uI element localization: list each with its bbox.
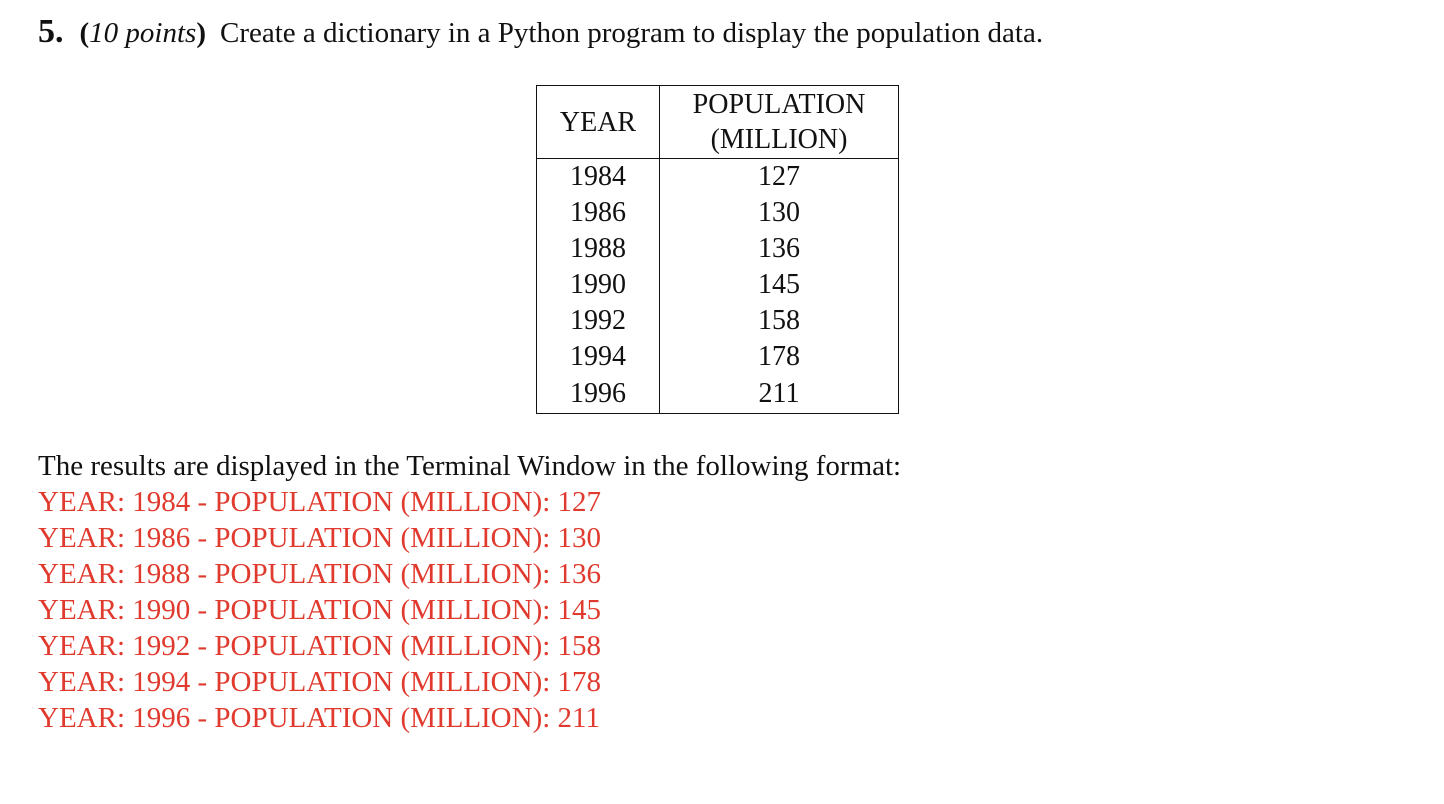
population-cell: 211: [660, 375, 899, 414]
year-header: YEAR: [537, 86, 660, 159]
question-prompt: Create a dictionary in a Python program to display the population data.: [220, 17, 1044, 49]
year-cell: 1986: [537, 195, 660, 231]
population-table: [536, 85, 899, 414]
output-line: YEAR: 1992 - POPULATION (MILLION): 158: [38, 630, 602, 662]
close-paren: ): [196, 17, 206, 49]
population-cell: 130: [660, 195, 899, 231]
population-cell: 136: [660, 231, 899, 267]
population-cell: 127: [660, 159, 899, 196]
output-line: YEAR: 1994 - POPULATION (MILLION): 178: [38, 666, 602, 698]
population-header-line1: POPULATION: [692, 89, 866, 120]
table-row: [537, 375, 899, 414]
table-row: [537, 159, 899, 196]
year-cell: 1988: [537, 231, 660, 267]
year-cell: 1992: [537, 303, 660, 339]
question-heading: [38, 12, 1043, 53]
year-cell: 1994: [537, 339, 660, 375]
year-cell: 1996: [537, 375, 660, 414]
table-row: [537, 267, 899, 303]
output-line: YEAR: 1990 - POPULATION (MILLION): 145: [38, 594, 602, 626]
output-line: YEAR: 1984 - POPULATION (MILLION): 127: [38, 486, 602, 518]
table-row: [537, 231, 899, 267]
table-row: [537, 339, 899, 375]
population-cell: 158: [660, 303, 899, 339]
table-row: [537, 195, 899, 231]
population-header-line2: (MILLION): [710, 124, 848, 155]
table-row: [537, 303, 899, 339]
population-header: [660, 86, 899, 159]
year-cell: 1990: [537, 267, 660, 303]
population-cell: 145: [660, 267, 899, 303]
output-line: YEAR: 1996 - POPULATION (MILLION): 211: [38, 702, 600, 734]
population-cell: 178: [660, 339, 899, 375]
year-cell: 1984: [537, 159, 660, 196]
output-intro: The results are displayed in the Terminal Window in the following format:: [38, 450, 902, 482]
table-header-row: [537, 86, 899, 159]
question-points: 10 points: [89, 17, 197, 49]
output-line: YEAR: 1986 - POPULATION (MILLION): 130: [38, 522, 602, 554]
open-paren: (: [79, 17, 90, 49]
terminal-output: [38, 484, 601, 736]
question-number: 5.: [38, 13, 64, 50]
output-line: YEAR: 1988 - POPULATION (MILLION): 136: [38, 558, 602, 590]
